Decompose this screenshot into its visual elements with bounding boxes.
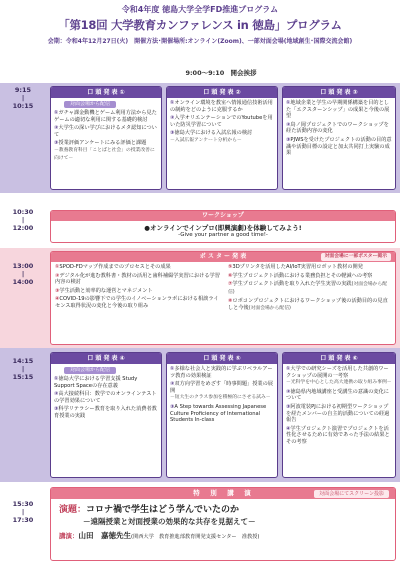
list-item: ②入学オリエンテーションでのYoutubeを用いた防災学習について — [170, 115, 273, 128]
list-item: ③徳島大学における入試広報の検討 －入試広報アンケート分析から－ — [170, 130, 253, 143]
card-header: 口 頭 発 表 ① — [51, 87, 161, 98]
list-item: ③A Step towards Assessing Japanese Culture Proficiency of International Students In-class — [170, 403, 267, 424]
poster-time: 13:00 | 14:00 — [12, 262, 34, 286]
oral-session-2 — [166, 86, 278, 190]
card-header: 口 頭 発 表 ⑤ — [167, 353, 277, 364]
list-item: ④学生プロジェクト演習でプロジェクトを活性化させるために有効であった手法の結果とその考察 — [286, 425, 390, 445]
list-item: ②デジタル化が進む教科書・教材の活用と歯科補綴学実習における学習内容の検討 — [55, 272, 220, 286]
list-item: ③学生活動と効率的な運営とマネジメント — [55, 287, 153, 294]
page-header — [0, 0, 400, 62]
list-item: ②双方向学習をめざす「時事問題」授業の展開 －短大生のクラス参加を積極的にさせる試み－ — [170, 381, 273, 401]
list-item: ③阿波電装PJにおける初期型ワークショップを経たメンバーの自主的活動についての経過報告 — [286, 403, 390, 424]
header-subtitle: 令和4年度 徳島大学全学FD推進プログラム — [121, 5, 279, 14]
time-start: 9:15 — [14, 86, 32, 94]
list-item: ③授業評価アンケートにみる評価と課題 －教養教育科目「ことばと社会」の授業改善に向けて－ — [54, 140, 155, 161]
list-item: ⑦学生プロジェクト活動を取り入れた学生実習の実践(対面会場から配信) — [227, 281, 388, 295]
list-item: ①オンライン環境を教室へ情報通信技術活用の制約をどのように克服するか — [170, 100, 273, 113]
workshop-time: 10:30 | 12:00 — [12, 208, 34, 232]
lecture-subtitle: －遠隔授業と対面授業の効果的な共存を見据えて－ — [83, 517, 256, 526]
list-item: ④COVID-19の影響下での学生のイノベーションラボにおける相談ライセンス取得状況の変化と今後の取り組み — [55, 296, 219, 309]
list-item: ①多様な社会人と実践的に学ぶリベラルアーツ教育の効果検証 — [170, 366, 273, 379]
list-item: ②高大接続科目：数学でのオンラインテストの学習効果について — [54, 391, 157, 404]
lecture-title: コロナ禍で学生はどう学んでいたのか — [86, 505, 240, 515]
opening-time: 9:00～9:10 — [185, 69, 225, 77]
list-item: ⑧ロボコンプロジェクトにおけるワークショップ後の活動目的の見直しと今後(対面会場から配信) — [227, 298, 388, 311]
session2-time: 14:15 | 15:15 — [12, 357, 34, 381]
speaker-affiliation: (関西大学 教育推進部教育開発支援センター 准教授) — [131, 534, 260, 540]
list-item: ⑥学生プロジェクト活動における業務負担とその軽減への考察 — [227, 272, 373, 279]
workshop-subtitle: -Give your partner a good time!- — [178, 232, 268, 238]
oral-session-5 — [166, 352, 278, 478]
oral-session-3 — [282, 86, 396, 190]
workshop-title: ●オンラインでインプロ(即興演劇)を体験してみよう! — [144, 224, 302, 232]
list-item: ①大学での研究シーズを活用した共創的ワークショップの展開の一考察 －光科学を中心とした高大連携の取り組み事例－ — [286, 366, 392, 386]
special-lecture-card: 特 別 講 演 対面会場にてスクリーン投影 演題：コロナ禍で学生はどう学んでいたのか －遠隔授業と対面授業の効果的な共存を見据えて－ 講演：山田 嘉徳先生(関西大学 教育推進部教育開発支援センター 准教授) — [50, 487, 396, 561]
header-info: 会期：令和4年12月27日(火) 開催方法･開催場所:オンライン(Zoom)、一部対面会場(地域創生･国際交流会館) — [47, 38, 353, 45]
time-end: 10:15 — [12, 102, 34, 110]
card-header: 口 頭 発 表 ② — [167, 87, 277, 98]
list-item: ①地域企業と学生の早期関係構築を目的とした「エクスターンシップ」の成果と今後の展望 — [286, 100, 390, 120]
list-item: ②徳島県内地域講座と受講生の意識の変化について — [286, 388, 389, 402]
card-header: 口 頭 発 表 ③ — [283, 87, 395, 98]
oral-session-1 — [50, 86, 162, 190]
poster-badge: 対面会場に一部ポスター掲示 — [321, 253, 391, 261]
list-item: ①ガチャ課金動機とゲーム利用方法から見たゲームの適切な利用に関する基礎的検討 — [54, 110, 157, 123]
onsite-badge: 対面会場から配信 — [64, 101, 116, 108]
list-item: ②鳥ノ岡プロジェクトでのワークショップを経た活動内容の変化 — [286, 121, 389, 135]
special-time: 15:30 | 17:30 — [12, 500, 34, 524]
workshop-card — [50, 210, 396, 243]
card-header: ワークショップ — [51, 211, 395, 221]
session1-time: 9:15 | 10:15 — [12, 86, 34, 110]
speaker-name: 山田 嘉徳先生 — [78, 531, 131, 540]
page-title: 「第18回 大学教育カンファレンス in 徳島」プログラム — [58, 18, 342, 32]
list-item: ①SPOD-FDマップ作成までのプロセスとその成果 — [55, 264, 171, 270]
oral-session-6 — [282, 352, 396, 478]
special-badge: 対面会場にてスクリーン投影 — [314, 490, 389, 498]
poster-card — [50, 251, 396, 345]
list-item: ①徳島大学における学習支援 Study Support Spaceの存在意義 — [54, 376, 138, 389]
card-header: 口 頭 発 表 ⑥ — [283, 353, 395, 364]
list-item: ⑤3Dプリンタを活用したAI/IoT実習用ロボット教材の開発 — [227, 264, 363, 270]
list-item: ③PJWSを受けたプロジェクトの活動の目的意識や活動目標の設定と加太共同打上実験の成果 — [286, 136, 392, 157]
card-header: ポ ス タ ー 発 表 対面会場に一部ポスター掲示 — [51, 252, 395, 262]
oral-session-4 — [50, 352, 162, 478]
card-header: 特 別 講 演 対面会場にてスクリーン投影 — [51, 488, 395, 499]
card-header: 口 頭 発 表 ④ — [51, 353, 161, 364]
opening-row — [44, 68, 398, 78]
list-item: ③科学リテラシー教育を取り入れた消費者教育授業の実践 — [54, 406, 157, 419]
opening-label: 開会挨拶 — [230, 69, 257, 77]
onsite-badge: 対面会場から配信 — [64, 367, 116, 374]
list-item: ②大学生の深い学びにおけるメタ認知について — [54, 125, 157, 138]
